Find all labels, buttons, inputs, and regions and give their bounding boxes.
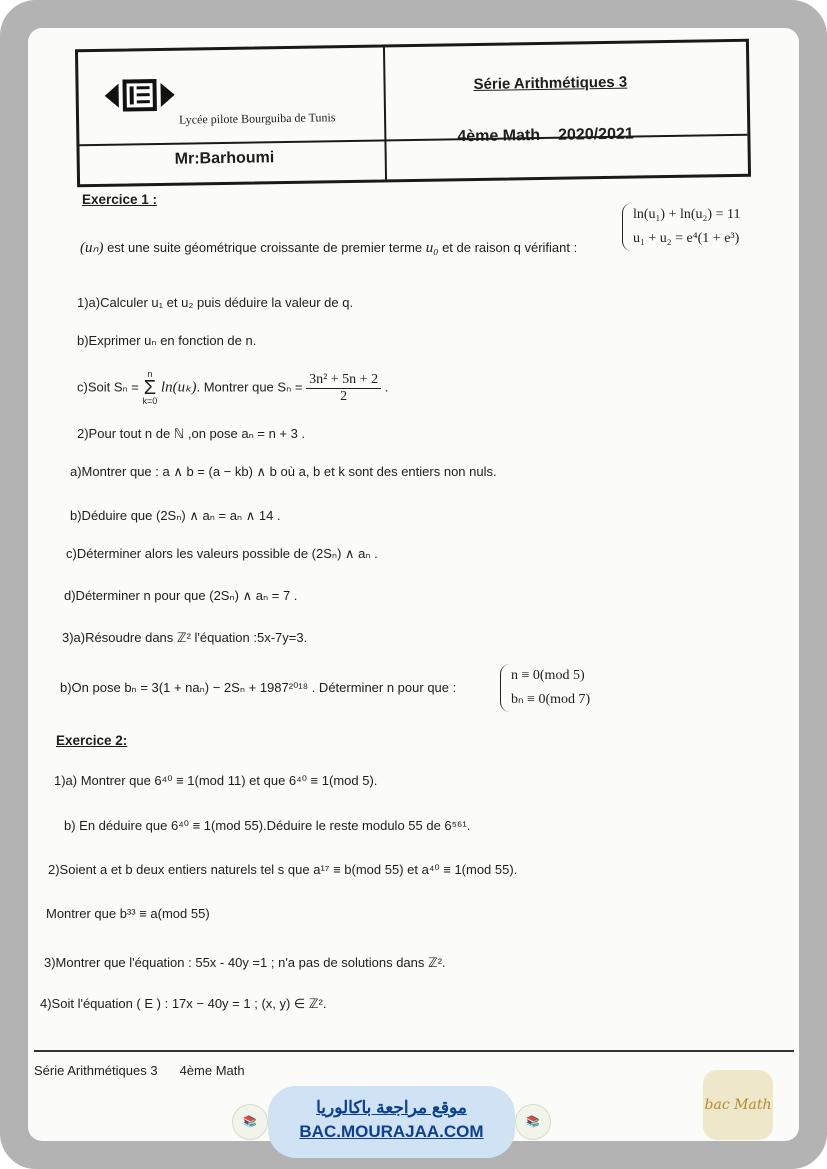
school-logo-icon bbox=[104, 73, 175, 118]
ex2-question-2: 2)Soient a et b deux entiers naturels tel s que a¹⁷ ≡ b(mod 55) et a⁴⁰ ≡ 1(mod 55). bbox=[48, 862, 518, 877]
system-mod: n ≡ 0(mod 5) bₙ ≡ 0(mod 7) bbox=[500, 664, 590, 712]
bac-math-logo: bac Math bbox=[703, 1070, 773, 1140]
site-banner[interactable] bbox=[268, 1086, 515, 1158]
ex2-question-1b: b) En déduire que 6⁴⁰ ≡ 1(mod 55).Déduire le reste modulo 55 de 6⁵⁶¹. bbox=[64, 818, 471, 833]
exercise-1-heading: Exercice 1 : bbox=[82, 192, 158, 207]
class-level: 4ème Math 2020/2021 bbox=[457, 125, 634, 146]
header-divider-vertical bbox=[383, 47, 387, 179]
teacher-name: Mr:Barhoumi bbox=[174, 149, 275, 168]
footer-text: Série Arithmétiques 3 4ème Math bbox=[34, 1063, 245, 1078]
question-2a: a)Montrer que : a ∧ b = (a − kb) ∧ b où a, b et k sont des entiers non nuls. bbox=[70, 464, 497, 479]
footer-rule bbox=[34, 1050, 794, 1052]
question-3a: 3)a)Résoudre dans ℤ² l'équation :5x-7y=3. bbox=[62, 630, 308, 645]
question-1a: 1)a)Calculer u₁ et u₂ puis déduire la valeur de q. bbox=[77, 295, 354, 310]
header-box bbox=[75, 39, 751, 188]
question-1c: c)Soit Sₙ = n Σ k=0 ln(uₖ). Montrer que Sₙ = $\frac{\text{3n² + 5n + 2}}{2}$ . bbox=[77, 369, 389, 406]
summation-symbol: n Σ k=0 bbox=[142, 369, 158, 406]
question-2c: c)Déterminer alors les valeurs possible de (2Sₙ) ∧ aₙ . bbox=[66, 546, 378, 561]
question-1b: b)Exprimer uₙ en fonction de n. bbox=[77, 333, 257, 348]
question-2b: b)Déduire que (2Sₙ) ∧ aₙ = aₙ ∧ 14 . bbox=[70, 508, 281, 523]
header-divider-horizontal bbox=[79, 134, 747, 146]
exercise-1-intro: (uₙ) est une suite géométrique croissante de premier terme u₀ et de raison q vérifiant : bbox=[80, 240, 578, 256]
site-url-link[interactable]: BAC.MOURAJAA.COM bbox=[299, 1122, 484, 1141]
school-name: Lycée pilote Bourguiba de Tunis bbox=[178, 110, 336, 127]
series-title: Série Arithmétiques 3 bbox=[473, 73, 628, 94]
site-name-arabic[interactable]: موقع مراجعة باكالوريا bbox=[316, 1098, 467, 1117]
sn-fraction: $\frac{\text{3n² + 5n + 2}}{2}$ bbox=[306, 372, 381, 405]
book-icon-right: 📚 bbox=[515, 1104, 551, 1140]
question-2: 2)Pour tout n de ℕ ,on pose aₙ = n + 3 . bbox=[77, 426, 306, 441]
ex2-question-3: 3)Montrer que l'équation : 55x - 40y =1 ; n'a pas de solutions dans ℤ². bbox=[44, 955, 446, 970]
school-year: 2020/2021 bbox=[557, 125, 634, 144]
question-2d: d)Déterminer n pour que (2Sₙ) ∧ aₙ = 7 . bbox=[64, 588, 298, 603]
exercise-2-heading: Exercice 2: bbox=[56, 733, 128, 748]
question-3b: b)On pose bₙ = 3(1 + naₙ) − 2Sₙ + 1987²⁰¹⁸ . Déterminer n pour que : bbox=[60, 680, 457, 695]
book-icon-left: 📚 bbox=[232, 1104, 268, 1140]
ex2-question-1a: 1)a) Montrer que 6⁴⁰ ≡ 1(mod 11) et que 6⁴⁰ ≡ 1(mod 5). bbox=[54, 773, 378, 788]
ex2-question-2b: Montrer que b³³ ≡ a(mod 55) bbox=[46, 906, 210, 921]
ex2-question-4: 4)Soit l'équation ( E ) : 17x − 40y = 1 ; (x, y) ∈ ℤ². bbox=[40, 996, 327, 1011]
system-conditions: ln(u₁) + ln(u₂) = 11 u₁ + u₂ = e⁴(1 + e³) bbox=[622, 203, 740, 251]
